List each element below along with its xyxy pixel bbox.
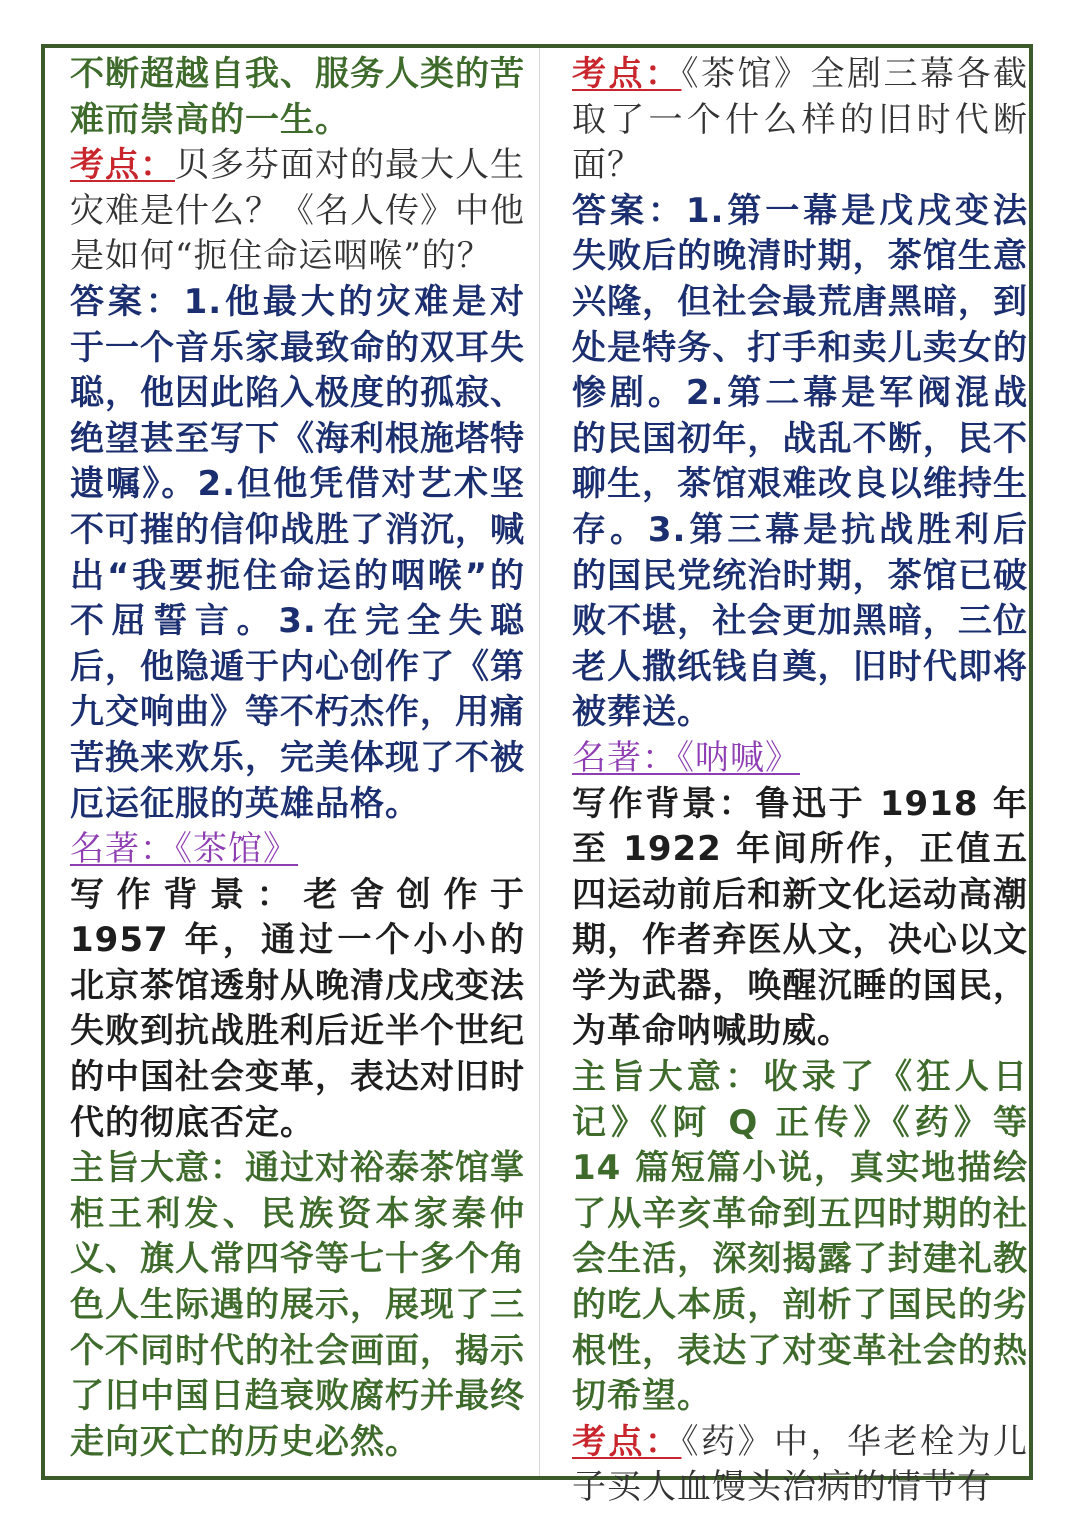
kaodian-three-acts bbox=[572, 52, 1028, 189]
intro-continuation: 不断超越自我、服务人类的苦难而崇高的一生。 bbox=[70, 54, 525, 140]
theme-chaguan: 主旨大意：通过对裕泰茶馆掌柜王利发、民族资本家秦仲义、旗人常四爷等七十多个角色人生际遇的展示，展现了三个不同时代的社会画面，揭示了旧中国日趋衰败腐朽并最终走向灭亡的历史必然。 bbox=[70, 1148, 525, 1462]
kaodian-yao bbox=[572, 1420, 1028, 1511]
left-column bbox=[70, 52, 525, 1465]
question-text: 《茶馆》全剧三幕各截取了一个什么样的旧时代断面？ bbox=[572, 54, 1028, 186]
work-title: 名著：《茶馆》 bbox=[70, 829, 298, 870]
kaodian-label: 考点： bbox=[70, 145, 175, 186]
kaodian-label: 考点： bbox=[572, 54, 682, 94]
answer-beethoven: 答案：1.他最大的灾难是对于一个音乐家最致命的双耳失聪，他因此陷入极度的孤寂、绝望甚至写下《海利根施塔特遗嘱》。2.但他凭借对艺术坚不可摧的信仰战胜了消沉，喊出“我要扼住命运的咽喉”的不屈誓言。3.在完全失聪后，他隐遁于内心创作了《第九交响曲》等不朽杰作，用痛苦换来欢乐，完美体现了不被厄运征服的英雄品格。 bbox=[70, 281, 525, 824]
right-column bbox=[572, 52, 1028, 1511]
work-heading-nahan bbox=[572, 736, 1028, 782]
kaodian-beethoven bbox=[70, 143, 525, 280]
kaodian-label: 考点： bbox=[572, 1421, 682, 1462]
work-title: 名著：《呐喊》 bbox=[572, 737, 800, 778]
background-nahan: 写作背景：鲁迅于 1918 年至 1922 年间所作，正值五四运动前后和新文化运动高潮期，作者弃医从文，决心以文学为武器，唤醒沉睡的国民，为革命呐喊助威。 bbox=[572, 783, 1028, 1052]
column-divider bbox=[539, 48, 540, 1476]
work-heading-chaguan bbox=[70, 827, 525, 873]
answer-three-acts: 答案：1.第一幕是戊戌变法失败后的晚清时期，茶馆生意兴隆，但社会最荒唐黑暗，到处是特务、打手和卖儿卖女的惨剧。2.第二幕是军阀混战的民国初年，战乱不断，民不聊生，茶馆艰难改良以维持生存。3.第三幕是抗战胜利后的国民党统治时期，茶馆已破败不堪，社会更加黑暗，三位老人撒纸钱自奠，旧时代即将被葬送。 bbox=[572, 190, 1028, 733]
question-text: 《药》中，华老栓为儿子买人血馒头治病的情节有 bbox=[572, 1421, 1028, 1508]
background-chaguan: 写作背景：老舍创作于 1957 年，通过一个小小的北京茶馆透射从晚清戊戌变法失败到抗战胜利后近半个世纪的中国社会变革，表达对旧时代的彻底否定。 bbox=[70, 874, 525, 1143]
question-text: 贝多芬面对的最大人生灾难是什么？《名人传》中他是如何“扼住命运咽喉”的？ bbox=[70, 145, 525, 277]
theme-nahan: 主旨大意：收录了《狂人日记》《阿 Q 正传》《药》等 14 篇短篇小说，真实地描绘了从辛亥革命到五四时期的社会生活，深刻揭露了封建礼教的吃人本质，剖析了国民的劣根性，表达了对变革社会的热切希望。 bbox=[572, 1057, 1028, 1417]
